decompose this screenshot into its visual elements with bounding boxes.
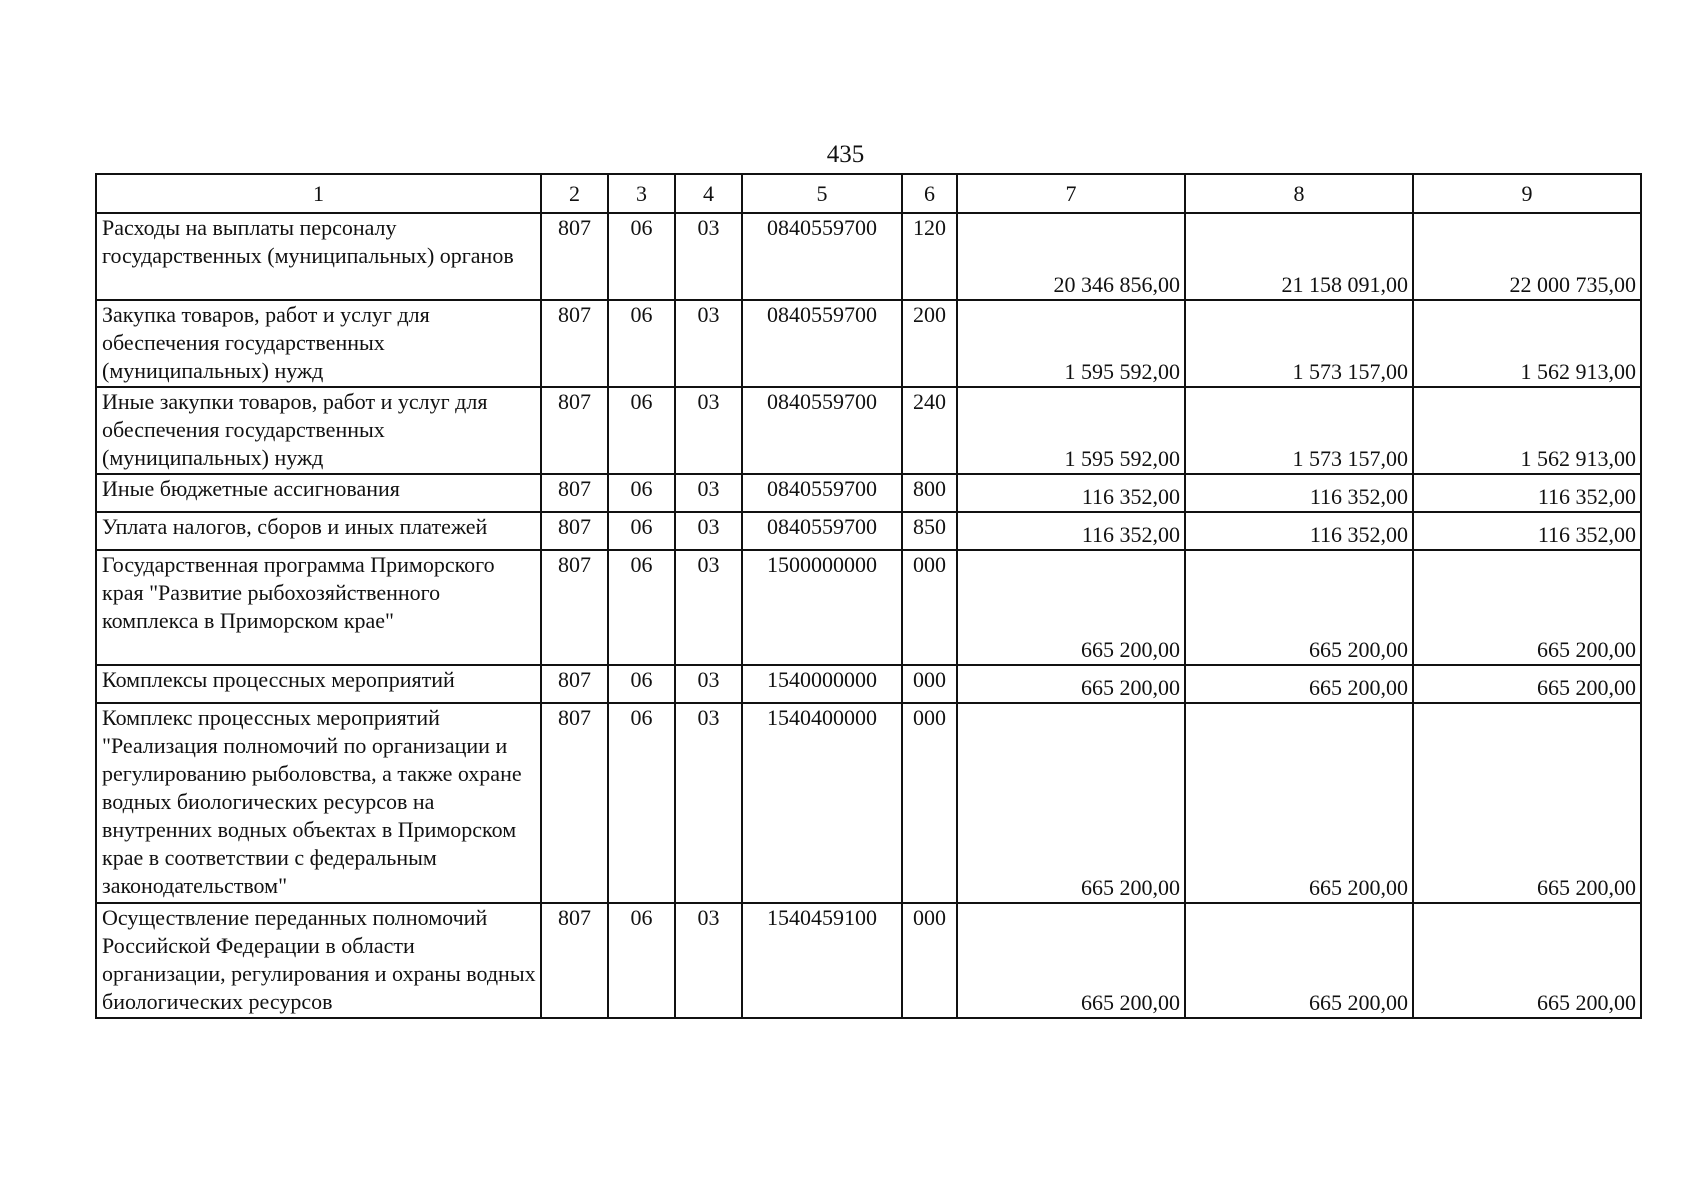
cell-code-6: 000 <box>902 665 957 703</box>
cell-code-6: 200 <box>902 300 957 387</box>
table-row <box>96 703 1641 903</box>
table-row <box>96 387 1641 474</box>
cell-code-5: 1500000000 <box>742 550 902 665</box>
table-row <box>96 474 1641 512</box>
cell-code-5: 1540400000 <box>742 703 902 903</box>
cell-code-3: 06 <box>608 550 675 665</box>
table-row <box>96 903 1641 1018</box>
cell-code-2: 807 <box>541 703 608 903</box>
cell-code-3: 06 <box>608 512 675 550</box>
cell-amount-9: 665 200,00 <box>1413 703 1641 903</box>
row-name: Закупка товаров, работ и услуг для обеспечения государственных (муниципальных) нужд <box>96 300 541 387</box>
row-name: Комплекс процессных мероприятий "Реализация полномочий по организации и регулированию рыболовства, а также охране водных биологических ресурсов на внутренних водных объектах в Приморском крае в соответствии с федеральным законодательством" <box>96 703 541 903</box>
row-name: Иные закупки товаров, работ и услуг для обеспечения государственных (муниципальных) нужд <box>96 387 541 474</box>
cell-code-6: 850 <box>902 512 957 550</box>
row-name: Уплата налогов, сборов и иных платежей <box>96 512 541 550</box>
cell-amount-8: 1 573 157,00 <box>1185 300 1413 387</box>
cell-amount-9: 116 352,00 <box>1413 512 1641 550</box>
row-name: Осуществление переданных полномочий Российской Федерации в области организации, регулирования и охраны водных биологических ресурсов <box>96 903 541 1018</box>
cell-amount-7: 665 200,00 <box>957 903 1185 1018</box>
cell-code-4: 03 <box>675 300 742 387</box>
page-number: 435 <box>826 141 865 168</box>
table-row <box>96 512 1641 550</box>
cell-code-4: 03 <box>675 387 742 474</box>
cell-amount-9: 665 200,00 <box>1413 550 1641 665</box>
cell-amount-7: 665 200,00 <box>957 703 1185 903</box>
cell-amount-7: 665 200,00 <box>957 665 1185 703</box>
cell-code-5: 0840559700 <box>742 474 902 512</box>
cell-code-3: 06 <box>608 387 675 474</box>
cell-code-2: 807 <box>541 474 608 512</box>
cell-amount-9: 665 200,00 <box>1413 665 1641 703</box>
cell-amount-9: 22 000 735,00 <box>1413 213 1641 300</box>
cell-amount-7: 20 346 856,00 <box>957 213 1185 300</box>
column-header: 6 <box>902 174 957 213</box>
cell-amount-9: 1 562 913,00 <box>1413 300 1641 387</box>
cell-amount-9: 665 200,00 <box>1413 903 1641 1018</box>
cell-code-5: 0840559700 <box>742 387 902 474</box>
cell-code-6: 000 <box>902 550 957 665</box>
row-name: Расходы на выплаты персоналу государственных (муниципальных) органов <box>96 213 541 300</box>
cell-code-5: 0840559700 <box>742 213 902 300</box>
cell-amount-7: 1 595 592,00 <box>957 387 1185 474</box>
cell-code-4: 03 <box>675 474 742 512</box>
cell-amount-8: 665 200,00 <box>1185 903 1413 1018</box>
column-header: 3 <box>608 174 675 213</box>
cell-amount-7: 116 352,00 <box>957 474 1185 512</box>
cell-code-4: 03 <box>675 903 742 1018</box>
cell-code-6: 240 <box>902 387 957 474</box>
cell-amount-7: 1 595 592,00 <box>957 300 1185 387</box>
cell-amount-9: 1 562 913,00 <box>1413 387 1641 474</box>
cell-code-3: 06 <box>608 703 675 903</box>
column-header: 2 <box>541 174 608 213</box>
cell-code-6: 000 <box>902 903 957 1018</box>
column-header: 9 <box>1413 174 1641 213</box>
row-name: Иные бюджетные ассигнования <box>96 474 541 512</box>
cell-amount-8: 665 200,00 <box>1185 665 1413 703</box>
cell-code-5: 1540459100 <box>742 903 902 1018</box>
table-row <box>96 665 1641 703</box>
column-header: 1 <box>96 174 541 213</box>
cell-amount-8: 21 158 091,00 <box>1185 213 1413 300</box>
cell-code-2: 807 <box>541 665 608 703</box>
cell-code-5: 0840559700 <box>742 512 902 550</box>
table-row <box>96 213 1641 300</box>
cell-code-5: 0840559700 <box>742 300 902 387</box>
cell-code-4: 03 <box>675 213 742 300</box>
cell-code-2: 807 <box>541 903 608 1018</box>
cell-code-4: 03 <box>675 703 742 903</box>
cell-code-4: 03 <box>675 512 742 550</box>
cell-code-6: 120 <box>902 213 957 300</box>
cell-amount-8: 1 573 157,00 <box>1185 387 1413 474</box>
cell-code-3: 06 <box>608 213 675 300</box>
cell-code-2: 807 <box>541 512 608 550</box>
cell-amount-9: 116 352,00 <box>1413 474 1641 512</box>
table-row <box>96 300 1641 387</box>
column-header: 8 <box>1185 174 1413 213</box>
cell-code-2: 807 <box>541 300 608 387</box>
row-name: Государственная программа Приморского края "Развитие рыбохозяйственного комплекса в Приморском крае" <box>96 550 541 665</box>
cell-code-3: 06 <box>608 300 675 387</box>
column-header: 5 <box>742 174 902 213</box>
cell-code-2: 807 <box>541 550 608 665</box>
cell-code-4: 03 <box>675 665 742 703</box>
column-header: 7 <box>957 174 1185 213</box>
row-name: Комплексы процессных мероприятий <box>96 665 541 703</box>
cell-code-3: 06 <box>608 665 675 703</box>
cell-amount-8: 665 200,00 <box>1185 703 1413 903</box>
header-row <box>96 174 1641 213</box>
cell-amount-7: 116 352,00 <box>957 512 1185 550</box>
cell-amount-8: 116 352,00 <box>1185 512 1413 550</box>
cell-code-6: 800 <box>902 474 957 512</box>
cell-code-2: 807 <box>541 213 608 300</box>
cell-code-3: 06 <box>608 474 675 512</box>
cell-code-3: 06 <box>608 903 675 1018</box>
cell-code-2: 807 <box>541 387 608 474</box>
column-header: 4 <box>675 174 742 213</box>
cell-code-6: 000 <box>902 703 957 903</box>
cell-code-5: 1540000000 <box>742 665 902 703</box>
budget-table <box>95 173 1642 1019</box>
cell-amount-7: 665 200,00 <box>957 550 1185 665</box>
cell-amount-8: 665 200,00 <box>1185 550 1413 665</box>
table-row <box>96 550 1641 665</box>
cell-code-4: 03 <box>675 550 742 665</box>
cell-amount-8: 116 352,00 <box>1185 474 1413 512</box>
